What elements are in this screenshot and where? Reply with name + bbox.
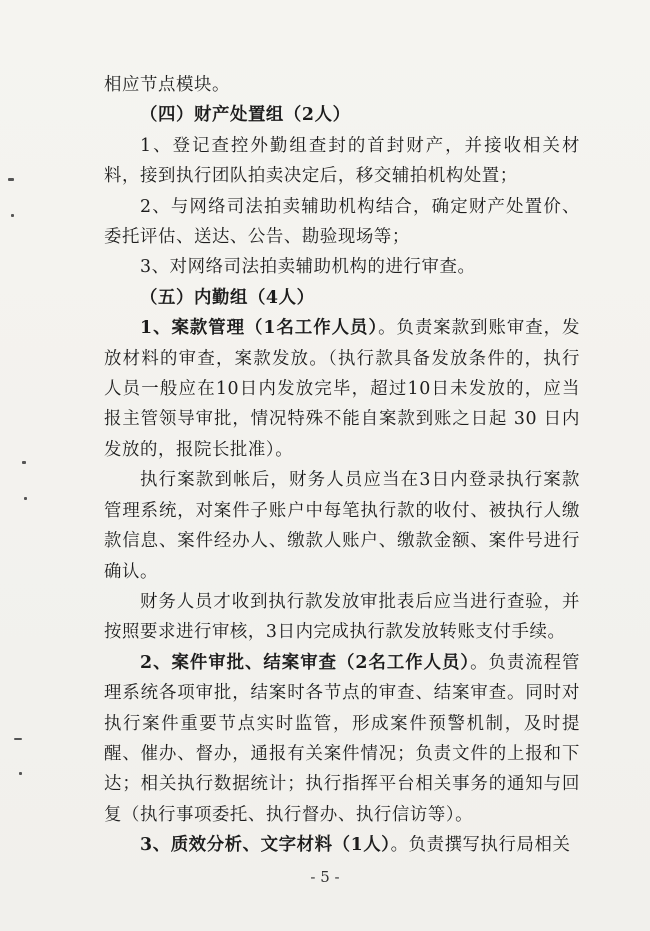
page-number: - 5 - — [310, 868, 340, 886]
paragraph-case-approval — [104, 648, 580, 830]
section-heading-property-disposal: （四）财产处置组（2人） — [140, 105, 351, 126]
item-body-case-approval: 。负责流程管理系统各项审批，结案时各节点的审查、结案审查。同时对执行案件重要节点实时监管，形成案件预警机制，及时提醒、催办、督办，通报有关案件情况；负责文件的上报和下达；相关执行数据统计；执行指挥平台相关事务的通知与回复（执行事项委托、执行督办、执行信访等）。 — [104, 652, 581, 825]
section-heading-office-group: （五）内勤组（4人） — [140, 287, 315, 308]
paragraph-fund-management — [104, 313, 580, 465]
paragraph-continuation: 相应节点模块。 — [104, 75, 230, 95]
item-body-fund-management: 。负责案款到账审查，发放材料的审查，案款发放。（执行款具备发放条件的，执行人员一般应在10日内发放完毕，超过10日未发放的，应当报主管领导审批，情况特殊不能自案款到账之日起 30 日内发放的，报院长批准）。 — [104, 318, 580, 460]
scan-mark — [24, 497, 27, 500]
item-lead-fund-management: 1、案款管理（1名工作人员） — [140, 318, 379, 339]
scan-mark — [14, 738, 22, 740]
scan-mark — [22, 461, 26, 464]
item-body-quality-analysis: 。负责撰写执行局相关 — [390, 835, 571, 856]
paragraph-item-3: 3、对网络司法拍卖辅助机构的进行审查。 — [140, 257, 476, 278]
paragraph-fund-verification: 财务人员才收到执行款发放审批表后应当进行查验，并按照要求进行审核，3日内完成执行款发放转账支付手续。 — [104, 591, 580, 643]
paragraph-quality-analysis — [104, 830, 580, 860]
scan-mark — [19, 772, 22, 775]
scan-mark — [11, 214, 14, 217]
scan-mark — [8, 178, 14, 181]
item-lead-case-approval: 2、案件审批、结案审查（2名工作人员） — [140, 652, 471, 673]
document-body — [104, 70, 580, 861]
item-lead-quality-analysis: 3、质效分析、文字材料（1人） — [140, 835, 391, 856]
paragraph-fund-arrival: 执行案款到帐后，财务人员应当在3日内登录执行案款管理系统，对案件子账户中每笔执行款的收付、被执行人缴款信息、案件经办人、缴款人账户、缴款金额、案件号进行确认。 — [104, 470, 580, 582]
paragraph-item-2: 2、与网络司法拍卖辅助机构结合，确定财产处置价、委托评估、送达、公告、勘验现场等； — [104, 196, 580, 248]
paragraph-item-1: 1、登记查控外勤组查封的首封财产，并接收相关材料，接到执行团队拍卖决定后，移交辅拍机构处置； — [104, 135, 580, 187]
